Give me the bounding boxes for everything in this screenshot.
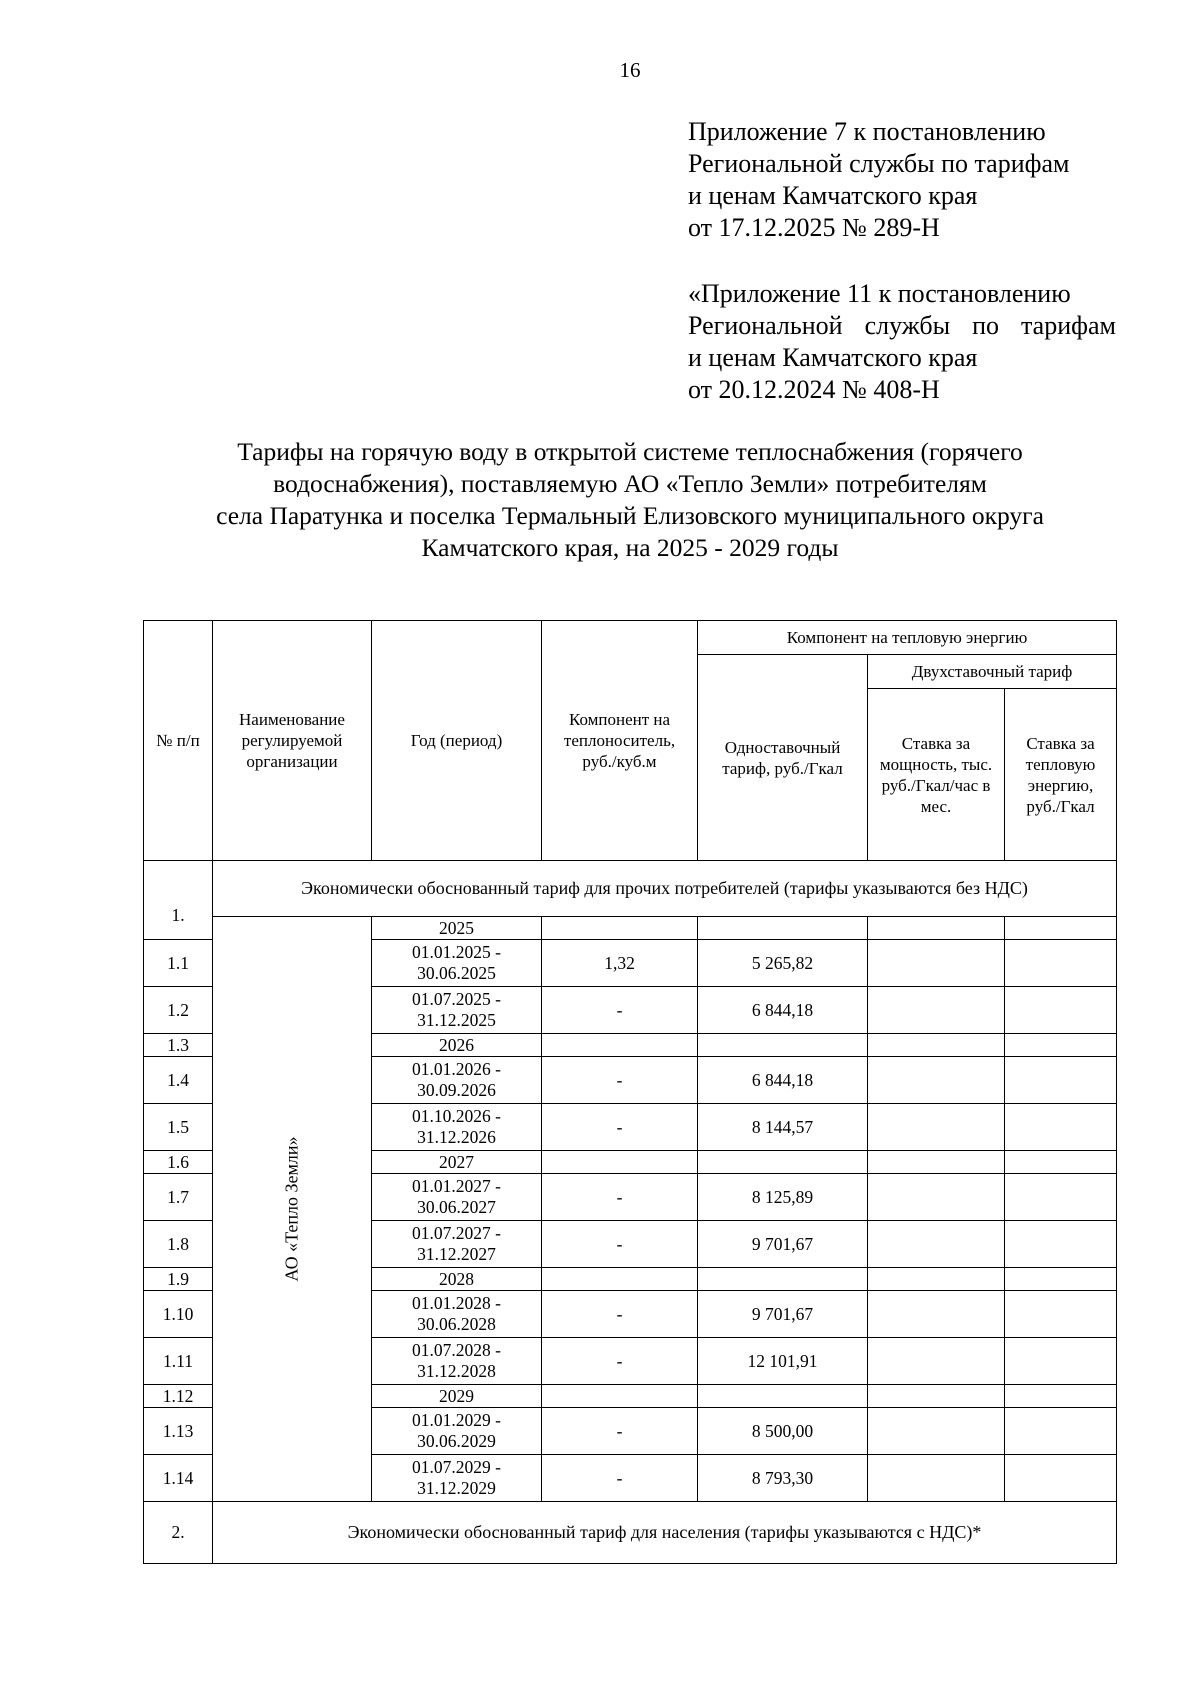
capacity-rate-cell xyxy=(868,1455,1005,1502)
row-num: 1.6 xyxy=(144,1151,213,1174)
header-energy-group: Компонент на тепловую энергию xyxy=(698,621,1117,655)
tariff-table xyxy=(143,620,1117,1564)
organization-cell xyxy=(213,917,372,1502)
appendix-original-line: от 20.12.2024 № 408-Н xyxy=(688,375,940,404)
period-cell: 2026 xyxy=(372,1034,542,1057)
appendix-current-line: и ценам Камчатского края xyxy=(688,181,978,210)
header-capacity-rate: Ставка за мощность, тыс. руб./Гкал/час в мес. xyxy=(868,689,1005,861)
capacity-rate-cell xyxy=(868,987,1005,1034)
energy-rate-cell xyxy=(1005,1455,1117,1502)
capacity-rate-cell xyxy=(868,1268,1005,1291)
section-num: 2. xyxy=(144,1502,213,1564)
single-rate-cell: 6 844,18 xyxy=(698,1057,868,1104)
carrier-cell: - xyxy=(542,1057,698,1104)
section-title: Экономически обоснованный тариф для населения (тарифы указываются с НДС)* xyxy=(213,1502,1117,1564)
document-title xyxy=(140,436,1120,564)
period-cell: 01.07.2029 - 31.12.2029 xyxy=(372,1455,542,1502)
capacity-rate-cell xyxy=(868,1221,1005,1268)
row-num: 1.1 xyxy=(144,940,213,987)
row-num: 1.9 xyxy=(144,1268,213,1291)
energy-rate-cell xyxy=(1005,1221,1117,1268)
capacity-rate-cell xyxy=(868,1057,1005,1104)
carrier-cell: - xyxy=(542,1455,698,1502)
capacity-rate-cell xyxy=(868,1174,1005,1221)
energy-rate-cell xyxy=(1005,1268,1117,1291)
energy-rate-cell xyxy=(1005,987,1117,1034)
appendix-current-line: от 17.12.2025 № 289-Н xyxy=(688,213,940,242)
energy-rate-cell xyxy=(1005,1057,1117,1104)
appendix-original-line: «Приложение 11 к постановлению xyxy=(688,279,1071,308)
single-rate-cell xyxy=(698,1268,868,1291)
capacity-rate-cell xyxy=(868,940,1005,987)
carrier-cell: - xyxy=(542,1174,698,1221)
row-num: 1.13 xyxy=(144,1408,213,1455)
header-two-rate-group: Двухставочный тариф xyxy=(868,655,1117,689)
capacity-rate-cell xyxy=(868,1151,1005,1174)
appendix-current-line: Приложение 7 к постановлению xyxy=(688,117,1046,146)
page-number: 16 xyxy=(619,58,641,82)
row-num: 1.2 xyxy=(144,987,213,1034)
row-num: 1.11 xyxy=(144,1338,213,1385)
capacity-rate-cell xyxy=(868,1385,1005,1408)
row-num: 1.5 xyxy=(144,1104,213,1151)
row-num: 1.12 xyxy=(144,1385,213,1408)
period-cell: 01.07.2027 - 31.12.2027 xyxy=(372,1221,542,1268)
energy-rate-cell xyxy=(1005,1174,1117,1221)
title-line: села Паратунка и поселка Термальный Елизовского муниципального округа xyxy=(216,501,1044,530)
row-num: 1.3 xyxy=(144,1034,213,1057)
carrier-cell xyxy=(542,917,698,940)
energy-rate-cell xyxy=(1005,917,1117,940)
single-rate-cell: 8 144,57 xyxy=(698,1104,868,1151)
single-rate-cell: 9 701,67 xyxy=(698,1291,868,1338)
capacity-rate-cell xyxy=(868,1104,1005,1151)
single-rate-cell xyxy=(698,1034,868,1057)
carrier-cell: - xyxy=(542,1291,698,1338)
capacity-rate-cell xyxy=(868,1291,1005,1338)
header-energy-rate: Ставка за тепловую энергию, руб./Гкал xyxy=(1005,689,1117,861)
capacity-rate-cell xyxy=(868,1338,1005,1385)
row-num: 1.8 xyxy=(144,1221,213,1268)
period-cell: 01.07.2028 - 31.12.2028 xyxy=(372,1338,542,1385)
period-cell: 01.01.2027 - 30.06.2027 xyxy=(372,1174,542,1221)
row-num: 1.7 xyxy=(144,1174,213,1221)
title-line: водоснабжения), поставляемую АО «Тепло Земли» потребителям xyxy=(273,469,987,498)
appendix-original-line: и ценам Камчатского края xyxy=(688,343,978,372)
period-cell: 2028 xyxy=(372,1268,542,1291)
single-rate-cell: 6 844,18 xyxy=(698,987,868,1034)
period-cell: 2027 xyxy=(372,1151,542,1174)
row-num: 1.10 xyxy=(144,1291,213,1338)
period-cell: 01.01.2028 - 30.06.2028 xyxy=(372,1291,542,1338)
section-num: 1. xyxy=(144,861,213,940)
energy-rate-cell xyxy=(1005,940,1117,987)
appendix-current-block xyxy=(688,116,1069,244)
energy-rate-cell xyxy=(1005,1385,1117,1408)
single-rate-cell: 8 500,00 xyxy=(698,1408,868,1455)
header-num: № п/п xyxy=(144,621,213,861)
carrier-cell: - xyxy=(542,1338,698,1385)
period-cell: 2025 xyxy=(372,917,542,940)
title-line: Камчатского края, на 2025 - 2029 годы xyxy=(421,533,839,562)
appendix-original-block xyxy=(688,278,1116,406)
capacity-rate-cell xyxy=(868,1034,1005,1057)
period-cell: 01.01.2029 - 30.06.2029 xyxy=(372,1408,542,1455)
header-org: Наименование регулируемой организации xyxy=(213,621,372,861)
energy-rate-cell xyxy=(1005,1291,1117,1338)
row-num: 1.4 xyxy=(144,1057,213,1104)
carrier-cell xyxy=(542,1268,698,1291)
energy-rate-cell xyxy=(1005,1408,1117,1455)
single-rate-cell: 8 125,89 xyxy=(698,1174,868,1221)
period-cell: 01.01.2026 - 30.09.2026 xyxy=(372,1057,542,1104)
carrier-cell xyxy=(542,1034,698,1057)
single-rate-cell xyxy=(698,1151,868,1174)
single-rate-cell xyxy=(698,1385,868,1408)
period-cell: 2029 xyxy=(372,1385,542,1408)
period-cell: 01.10.2026 - 31.12.2026 xyxy=(372,1104,542,1151)
row-num: 1.14 xyxy=(144,1455,213,1502)
carrier-cell: 1,32 xyxy=(542,940,698,987)
header-period: Год (период) xyxy=(372,621,542,861)
carrier-cell: - xyxy=(542,1104,698,1151)
carrier-cell: - xyxy=(542,1408,698,1455)
capacity-rate-cell xyxy=(868,1408,1005,1455)
period-cell: 01.01.2025 - 30.06.2025 xyxy=(372,940,542,987)
appendix-original-line xyxy=(688,310,1116,342)
word: Региональной xyxy=(688,311,843,340)
carrier-cell xyxy=(542,1151,698,1174)
carrier-cell xyxy=(542,1385,698,1408)
section-title: Экономически обоснованный тариф для прочих потребителей (тарифы указываются без НДС) xyxy=(213,861,1117,917)
header-single-rate: Одноставочный тариф, руб./Гкал xyxy=(698,655,868,861)
carrier-cell: - xyxy=(542,987,698,1034)
energy-rate-cell xyxy=(1005,1338,1117,1385)
energy-rate-cell xyxy=(1005,1034,1117,1057)
single-rate-cell: 5 265,82 xyxy=(698,940,868,987)
single-rate-cell xyxy=(698,917,868,940)
single-rate-cell: 9 701,67 xyxy=(698,1221,868,1268)
word: по xyxy=(972,311,999,340)
single-rate-cell: 12 101,91 xyxy=(698,1338,868,1385)
organization-name: АО «Тепло Земли» xyxy=(281,1136,302,1282)
word: службы xyxy=(864,311,951,340)
appendix-current-line: Региональной службы по тарифам xyxy=(688,149,1070,178)
capacity-rate-cell xyxy=(868,917,1005,940)
energy-rate-cell xyxy=(1005,1151,1117,1174)
energy-rate-cell xyxy=(1005,1104,1117,1151)
carrier-cell: - xyxy=(542,1221,698,1268)
single-rate-cell: 8 793,30 xyxy=(698,1455,868,1502)
period-cell: 01.07.2025 - 31.12.2025 xyxy=(372,987,542,1034)
word: тарифам xyxy=(1021,311,1116,340)
header-carrier: Компонент на теплоноситель, руб./куб.м xyxy=(542,621,698,861)
title-line: Тарифы на горячую воду в открытой системе теплоснабжения (горячего xyxy=(237,437,1023,466)
